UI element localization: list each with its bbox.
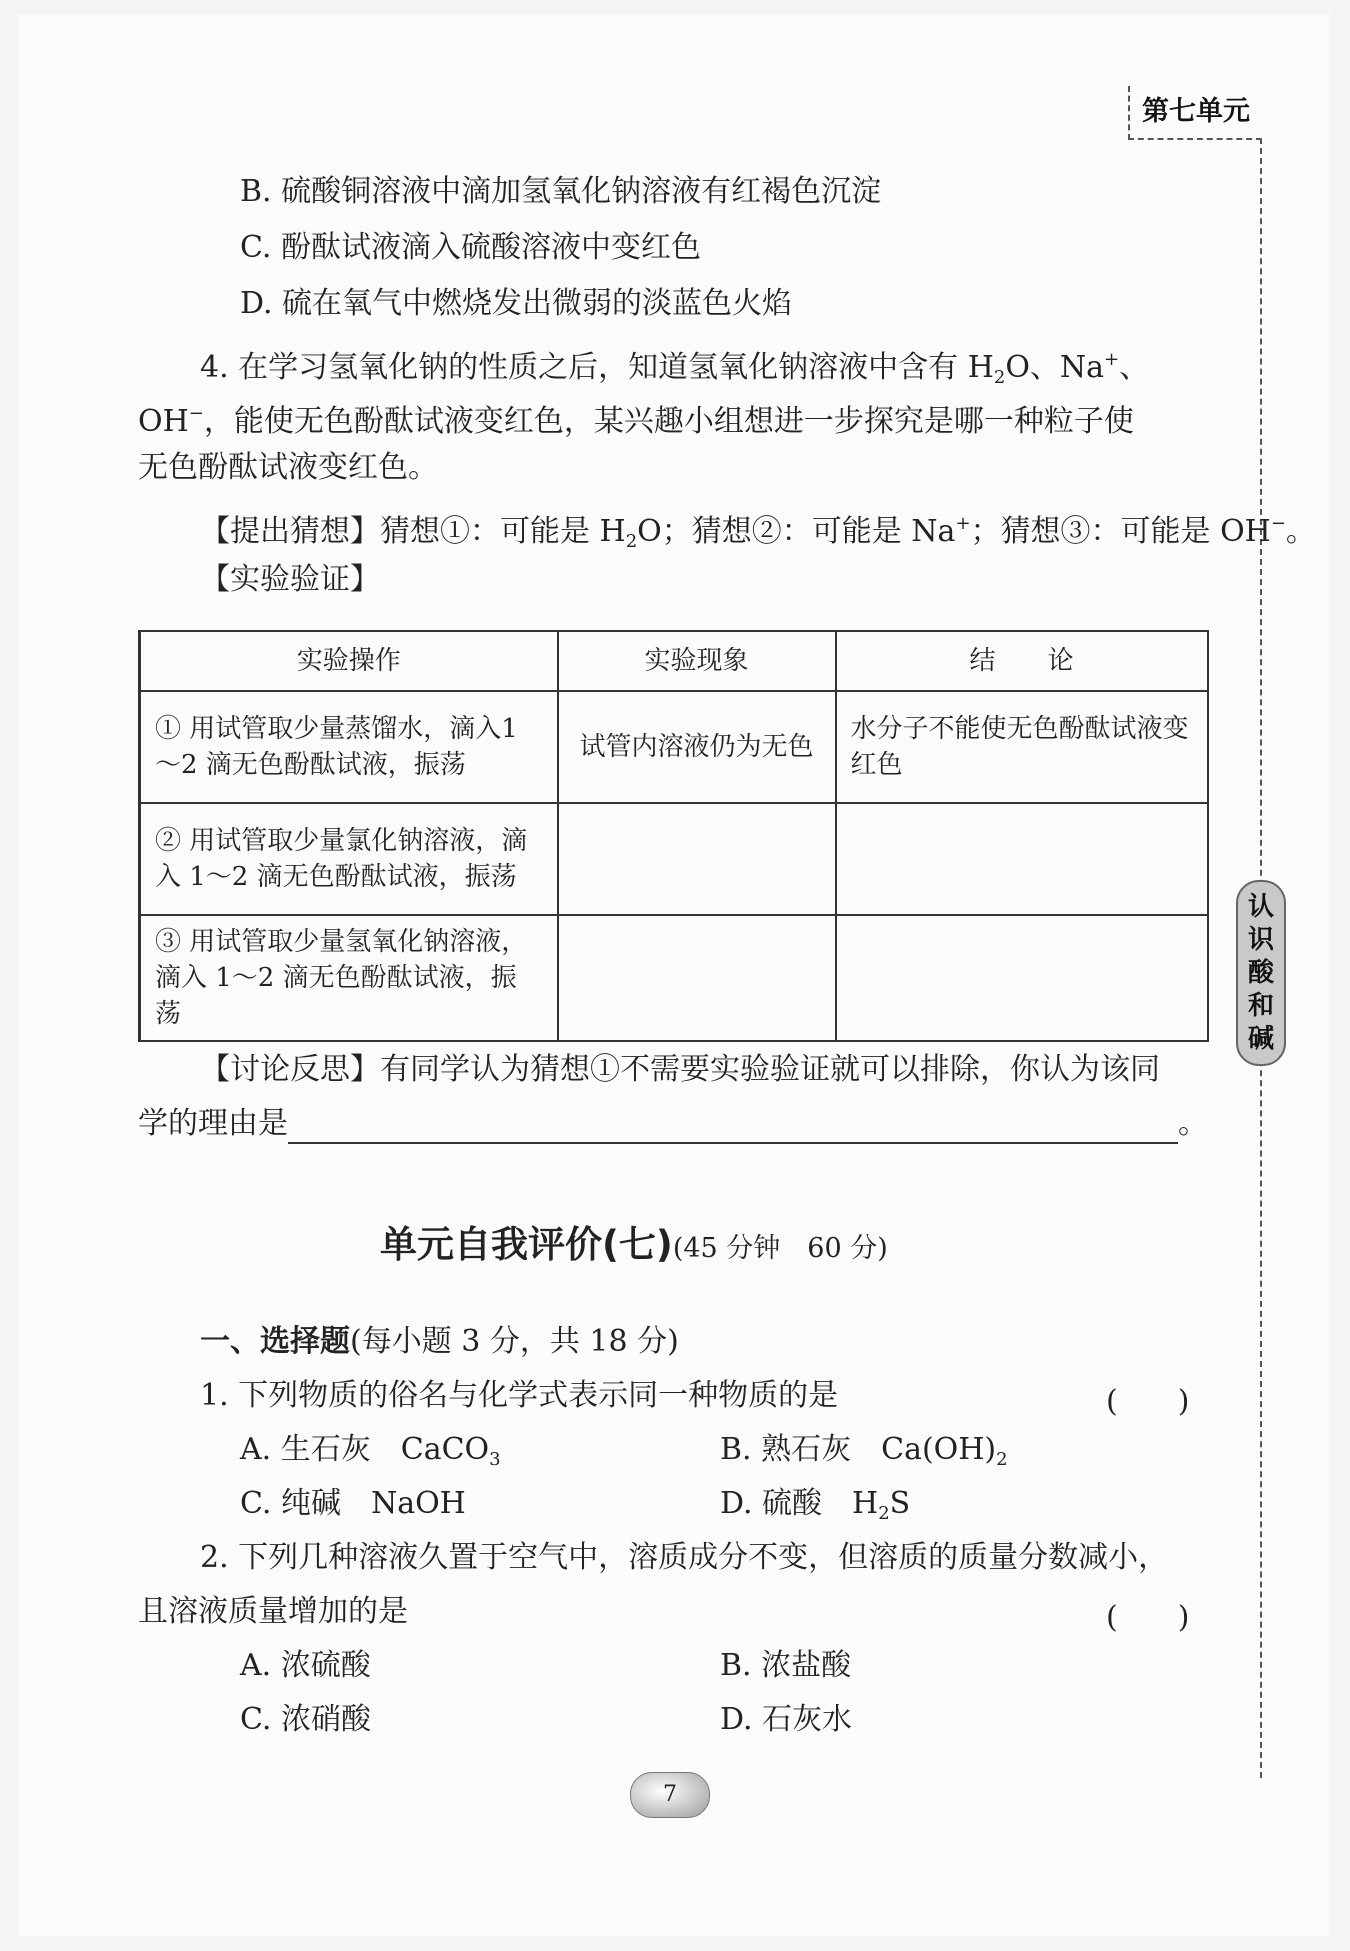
q4-line-3: 无色酚酞试液变红色。 [138, 450, 438, 485]
section-title [380, 1214, 888, 1268]
hyp-text: 猜想①：可能是 H [380, 514, 626, 549]
discussion-label: 【讨论反思】 [200, 1052, 380, 1087]
q4-line-2 [138, 394, 1134, 442]
q4-text: ，能使无色酚酞试液变红色，某兴趣小组想进一步探究是哪一种粒子使 [203, 404, 1134, 439]
part-note: (每小题 3 分，共 18 分) [350, 1324, 679, 1359]
header-operation: 实验操作 [140, 631, 558, 691]
section-subtitle: (45 分钟 60 分) [672, 1233, 888, 1264]
subscript: 2 [625, 531, 638, 552]
discussion-text: 有同学认为猜想①不需要实验验证就可以排除，你认为该同 [380, 1052, 1160, 1087]
table-row [140, 691, 1208, 803]
subscript: 2 [878, 1503, 890, 1524]
mc1-option-b [720, 1430, 1008, 1480]
answer-paren[interactable]: ( ) [1106, 1600, 1190, 1635]
page-number: 7 [630, 1772, 710, 1818]
option-text: S [889, 1486, 911, 1521]
hyp-text: ；猜想③：可能是 OH [970, 514, 1271, 549]
mc2-option-c: C. 浓硝酸 [240, 1702, 371, 1737]
side-tab-char: 碱 [1247, 1023, 1274, 1054]
mc1-stem: 1. 下列物质的俗名与化学式表示同一种物质的是 [200, 1378, 839, 1413]
side-tab-char: 认 [1247, 891, 1274, 922]
discussion-text: 学的理由是 [138, 1106, 288, 1141]
option-text: A. 生石灰 CaCO [240, 1432, 490, 1467]
mc2-option-a: A. 浓硫酸 [240, 1648, 371, 1683]
superscript: − [1270, 513, 1286, 534]
cell-conclusion-blank[interactable] [836, 803, 1208, 915]
hyp-text: O；猜想②：可能是 Na [637, 514, 956, 549]
discussion-line-1 [200, 1050, 1160, 1090]
side-tab-char: 和 [1247, 990, 1274, 1021]
subscript: 2 [993, 367, 1006, 388]
answer-blank[interactable] [288, 1108, 1178, 1144]
cell-phenomenon: 试管内溶液仍为无色 [558, 691, 836, 803]
option-text: B. 熟石灰 Ca(OH) [720, 1432, 997, 1467]
cell-conclusion-blank[interactable] [836, 915, 1208, 1041]
cell-phenomenon-blank[interactable] [558, 915, 836, 1041]
hypothesis-label: 【提出猜想】 [200, 514, 380, 549]
subscript: 2 [996, 1449, 1008, 1470]
table-header-row [140, 631, 1208, 691]
verify-label: 【实验验证】 [200, 562, 380, 597]
cell-conclusion: 水分子不能使无色酚酞试液变红色 [836, 691, 1208, 803]
option-text: D. 硫酸 H [720, 1486, 879, 1521]
q4-text: OH [138, 404, 189, 439]
superscript: + [1104, 349, 1120, 370]
mc1-option-d [720, 1484, 910, 1534]
answer-paren[interactable]: ( ) [1106, 1384, 1190, 1419]
mc1-option-a [240, 1430, 501, 1480]
q4-text: 、 [1119, 350, 1150, 385]
header-conclusion: 结 论 [836, 631, 1208, 691]
discussion-line-2 [138, 1104, 1208, 1144]
option-d: D. 硫在氧气中燃烧发出微弱的淡蓝色火焰 [240, 286, 793, 321]
mc2-option-d: D. 石灰水 [720, 1702, 853, 1737]
cell-phenomenon-blank[interactable] [558, 803, 836, 915]
part-heading: 一、选择题 [200, 1324, 350, 1359]
mc2-stem-2: 且溶液质量增加的是 [138, 1594, 408, 1629]
superscript: + [955, 513, 971, 534]
subscript: 3 [489, 1449, 501, 1470]
discussion-text: 。 [1178, 1106, 1208, 1141]
experiment-table [138, 630, 1209, 1042]
option-b: B. 硫酸铜溶液中滴加氢氧化钠溶液有红褐色沉淀 [240, 174, 882, 209]
superscript: − [188, 403, 204, 424]
hypothesis-line [200, 504, 1316, 562]
q4-text: O、Na [1005, 350, 1105, 385]
section-title-text: 单元自我评价(七) [380, 1223, 673, 1266]
table-row [140, 803, 1208, 915]
mc2-option-b: B. 浓盐酸 [720, 1648, 852, 1683]
side-tab-char: 识 [1247, 924, 1274, 955]
hyp-text: 。 [1285, 514, 1316, 549]
cell-operation: ② 用试管取少量氯化钠溶液，滴入 1～2 滴无色酚酞试液，振荡 [140, 803, 558, 915]
side-tab-char: 酸 [1247, 957, 1274, 988]
q4-text: 4. 在学习氢氧化钠的性质之后，知道氢氧化钠溶液中含有 H [200, 350, 994, 385]
table-row [140, 915, 1208, 1041]
side-chapter-tab [1236, 880, 1286, 1066]
option-c: C. 酚酞试液滴入硫酸溶液中变红色 [240, 230, 701, 265]
cell-operation: ③ 用试管取少量氢氧化钠溶液，滴入 1～2 滴无色酚酞试液，振荡 [140, 915, 558, 1041]
cell-operation: ① 用试管取少量蒸馏水，滴入1～2 滴无色酚酞试液，振荡 [140, 691, 558, 803]
header-phenomenon: 实验现象 [558, 631, 836, 691]
part1-heading [200, 1322, 679, 1362]
unit-label: 第七单元 [1128, 86, 1262, 140]
q4-line-1 [200, 340, 1149, 398]
mc2-stem-1: 2. 下列几种溶液久置于空气中，溶质成分不变，但溶质的质量分数减小， [200, 1540, 1169, 1575]
mc1-option-c: C. 纯碱 NaOH [240, 1486, 466, 1521]
